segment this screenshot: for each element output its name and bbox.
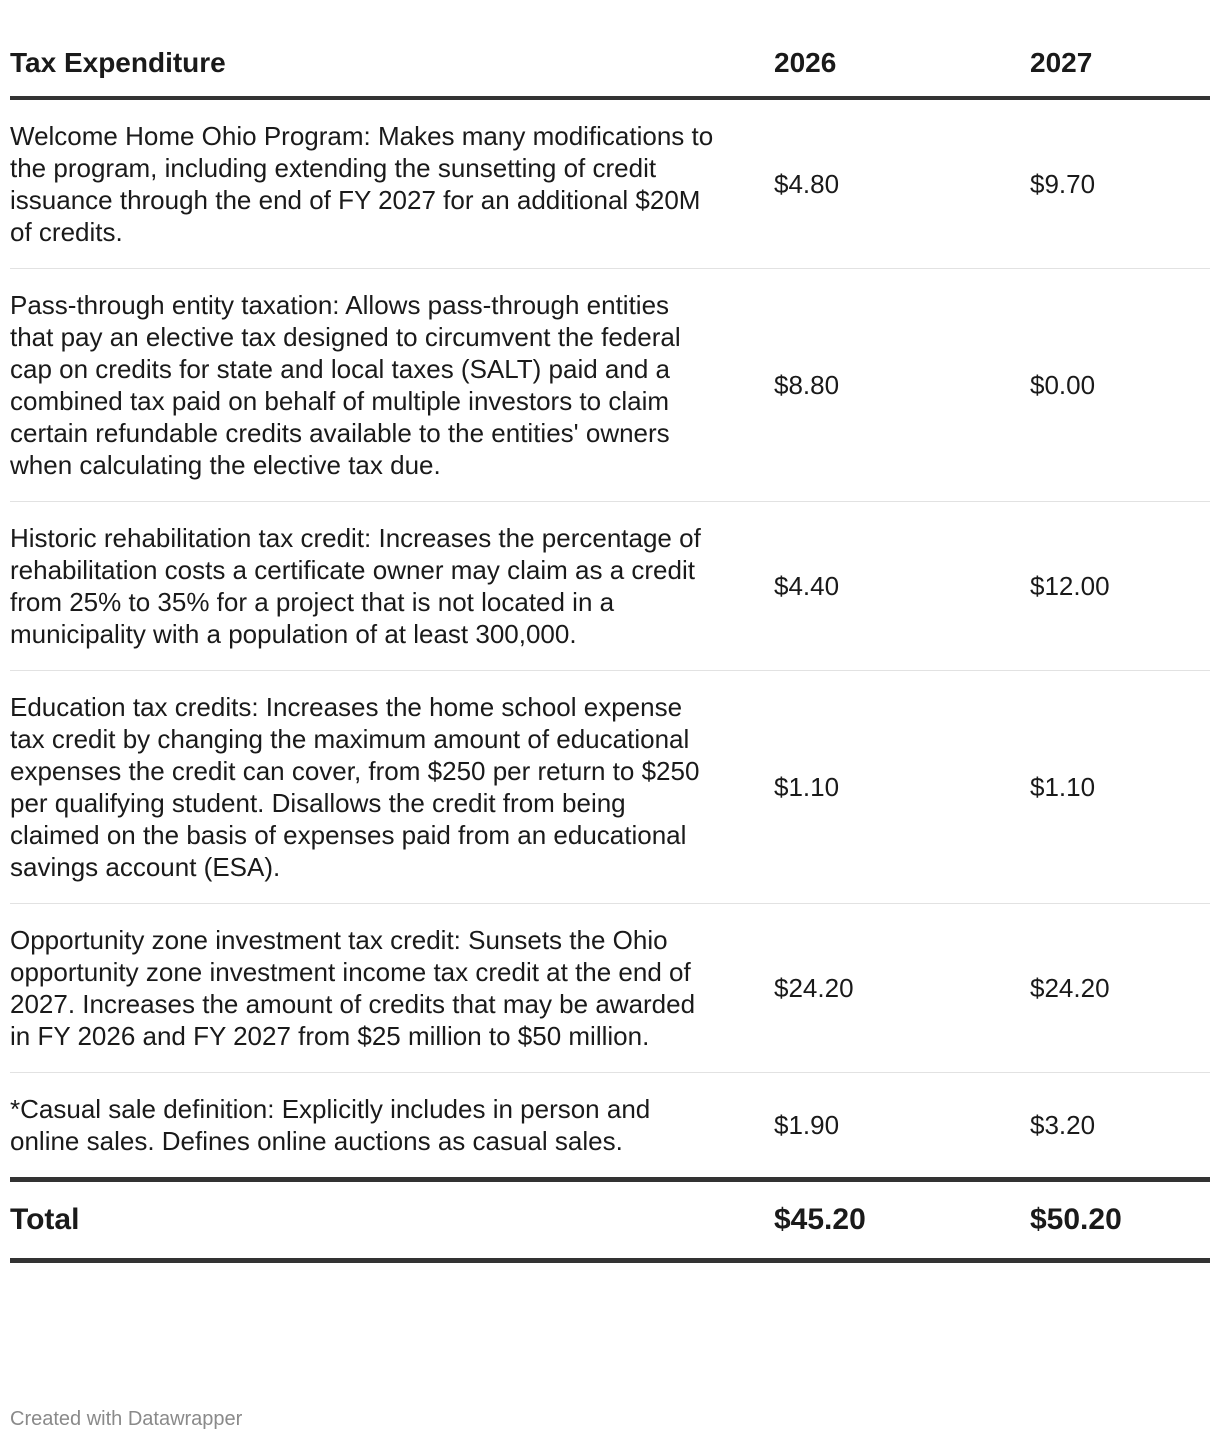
- row-value-2026: $4.80: [774, 98, 1030, 269]
- table-row: [10, 1073, 1210, 1180]
- row-value-2026: $8.80: [774, 269, 1030, 502]
- row-value-2027: $9.70: [1030, 98, 1210, 269]
- table-header: [10, 30, 1210, 98]
- row-value-2027: $1.10: [1030, 671, 1210, 904]
- total-value-2026: $45.20: [774, 1180, 1030, 1261]
- table-footer: [10, 1180, 1210, 1261]
- tax-expenditure-table-container: [10, 30, 1210, 1263]
- header-row: [10, 30, 1210, 98]
- total-row: [10, 1180, 1210, 1261]
- row-value-2026: $24.20: [774, 904, 1030, 1073]
- table-body: [10, 98, 1210, 1180]
- row-value-2027: $24.20: [1030, 904, 1210, 1073]
- row-description: Pass-through entity taxation: Allows pass-through entities that pay an elective tax designed to circumvent the federal cap on credits for state and local taxes (SALT) paid and a combined tax paid on behalf of multiple investors to claim certain refundable credits available to the entities' owners when calculating the elective tax due.: [10, 269, 774, 502]
- tax-expenditure-table: [10, 30, 1210, 1263]
- header-2027: 2027: [1030, 30, 1210, 98]
- table-row: [10, 502, 1210, 671]
- total-label: Total: [10, 1180, 774, 1261]
- row-value-2027: $3.20: [1030, 1073, 1210, 1180]
- row-description: Historic rehabilitation tax credit: Increases the percentage of rehabilitation costs a certificate owner may claim as a credit from 25% to 35% for a project that is not located in a municipality with a population of at least 300,000.: [10, 502, 774, 671]
- row-value-2026: $1.90: [774, 1073, 1030, 1180]
- table-row: [10, 269, 1210, 502]
- table-row: [10, 98, 1210, 269]
- row-description: Education tax credits: Increases the home school expense tax credit by changing the maximum amount of educational expenses the credit can cover, from $250 per return to $250 per qualifying student. Disallows the credit from being claimed on the basis of expenses paid from an educational savings account (ESA).: [10, 671, 774, 904]
- header-tax-expenditure: Tax Expenditure: [10, 30, 774, 98]
- row-value-2026: $4.40: [774, 502, 1030, 671]
- total-value-2027: $50.20: [1030, 1180, 1210, 1261]
- row-value-2027: $0.00: [1030, 269, 1210, 502]
- row-description: Welcome Home Ohio Program: Makes many modifications to the program, including extending the sunsetting of credit issuance through the end of FY 2027 for an additional $20M of credits.: [10, 98, 774, 269]
- row-description: *Casual sale definition: Explicitly includes in person and online sales. Defines online auctions as casual sales.: [10, 1073, 774, 1180]
- row-value-2026: $1.10: [774, 671, 1030, 904]
- header-2026: 2026: [774, 30, 1030, 98]
- table-row: [10, 904, 1210, 1073]
- row-value-2027: $12.00: [1030, 502, 1210, 671]
- table-row: [10, 671, 1210, 904]
- row-description: Opportunity zone investment tax credit: Sunsets the Ohio opportunity zone investment income tax credit at the end of 2027. Increases the amount of credits that may be awarded in FY 2026 and FY 2027 from $25 million to $50 million.: [10, 904, 774, 1073]
- datawrapper-credit: Created with Datawrapper: [10, 1408, 243, 1430]
